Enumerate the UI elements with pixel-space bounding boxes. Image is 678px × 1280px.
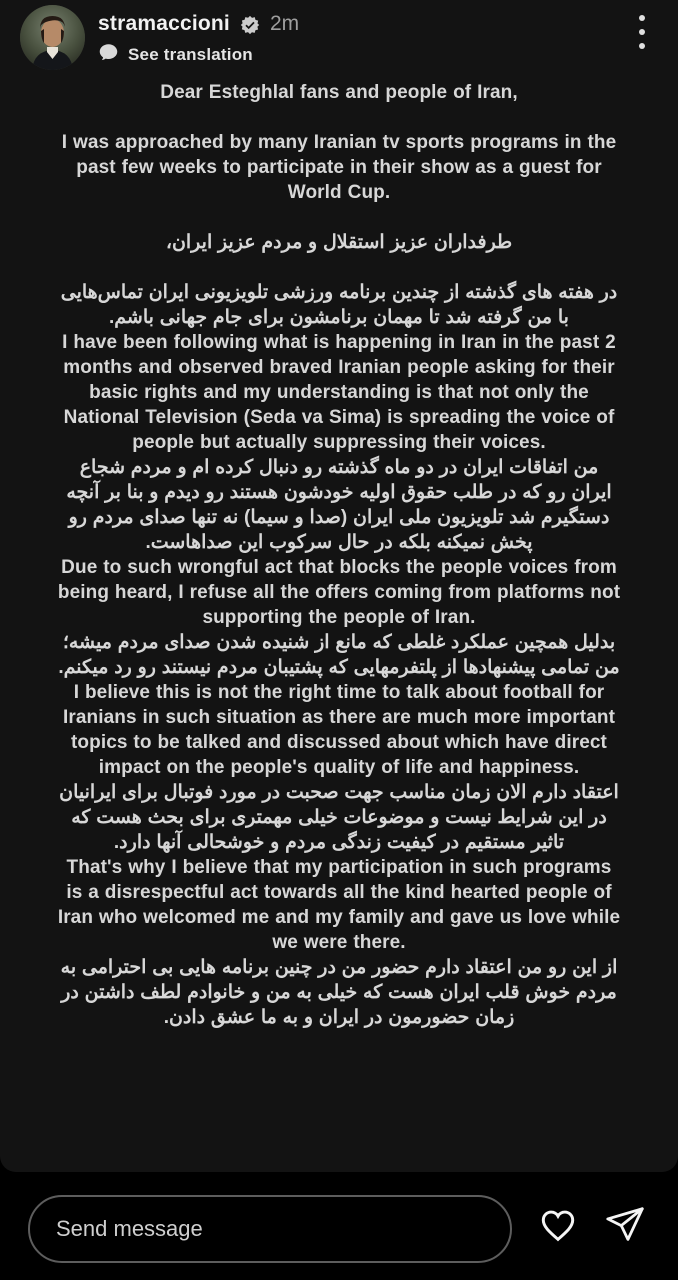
story-paragraph: I was approached by many Iranian tv sports programs in the past few weeks to participate in their show as a guest for World Cup.	[61, 132, 617, 203]
story-paragraph: اعتقاد دارم الان زمان مناسب جهت صحبت در مورد فوتبال برای ایرانیان در این شرایط نیست و موضوعات خیلی مهمتری برای بحث هست که تاثیر مستقیم در کیفیت زندگی مردم و خوشحالی آنها دارد.	[59, 782, 619, 853]
story-paragraph: Due to such wrongful act that blocks the people voices from being heard, I refuse all the offers coming from platforms not supporting the people of Iran.	[57, 557, 621, 628]
message-input[interactable]	[28, 1195, 512, 1263]
composer-bar	[0, 1192, 678, 1272]
see-translation-label: See translation	[128, 45, 253, 64]
paper-plane-icon	[605, 1203, 647, 1248]
see-translation-button[interactable]	[98, 42, 299, 68]
header-text	[98, 5, 299, 68]
story-paragraph: I believe this is not the right time to talk about football for Iranians in such situation as there are much more important topics to be talked and discussed about which have direct impact on the people's quality of life and happiness.	[62, 682, 616, 778]
story-paragraph: طرفداران عزیز استقلال و مردم عزیز ایران،	[165, 232, 513, 253]
story-paragraph: من اتفاقات ایران در دو ماه گذشته رو دنبال کرده ام و مردم شجاع ایران رو که در طلب حقوق اولیه خودشون هستند رو دیدم و بنا بر آنچه دستگیرم شد تلویزیون ملی ایران (صدا و سیما) نه تنها صدای مردم رو پخش نمیکنه بلکه در حال سرکوب این صداهاست.	[66, 457, 612, 553]
story-paragraph: I have been following what is happening in Iran in the past 2 months and observed braved Iranian people asking for their basic rights and my understanding is that not only the National Television (Seda va Sima) is spreading the voice of people but actually suppressing their voices.	[62, 332, 616, 453]
story-text	[57, 80, 621, 1030]
story-header	[20, 5, 299, 70]
story-paragraph: بدلیل همچین عملکرد غلطی که مانع از شنیده شدن صدای مردم میشه؛ من تمامی پیشنهادها از پلتفرمهایی که پشتیبان مردم نیستند رو رد میکنم.	[58, 632, 620, 678]
story-paragraph: Dear Esteghlal fans and people of Iran,	[160, 82, 518, 103]
story-paragraph: در هفته های گذشته از چندین برنامه ورزشی تلویزیونی ایران تماس‌هایی با من گرفته شد تا مهمان برنامشون برای جام جهانی باشم.	[60, 282, 618, 328]
share-button[interactable]	[604, 1203, 648, 1247]
like-button[interactable]	[536, 1204, 580, 1248]
story-paragraph: That's why I believe that my participation in such programs is a disrespectful act towards all the kind hearted people of Iran who welcomed me and my family and gave us love while we were there.	[57, 857, 621, 953]
avatar[interactable]	[20, 5, 85, 70]
speech-bubble-icon	[98, 42, 119, 68]
verified-badge-icon	[240, 15, 260, 35]
timestamp: 2m	[269, 12, 300, 35]
username[interactable]: stramaccioni	[98, 12, 230, 35]
kebab-menu-icon[interactable]	[637, 13, 647, 51]
heart-icon	[537, 1204, 579, 1249]
story-paragraph: از این رو من اعتقاد دارم حضور من در چنین برنامه هایی بی احترامی به مردم خوش قلب ایران هست که خیلی به من و خانوادم لطف داشتن در زمان حضورمون در ایران و به ما عشق دادن.	[60, 957, 618, 1028]
